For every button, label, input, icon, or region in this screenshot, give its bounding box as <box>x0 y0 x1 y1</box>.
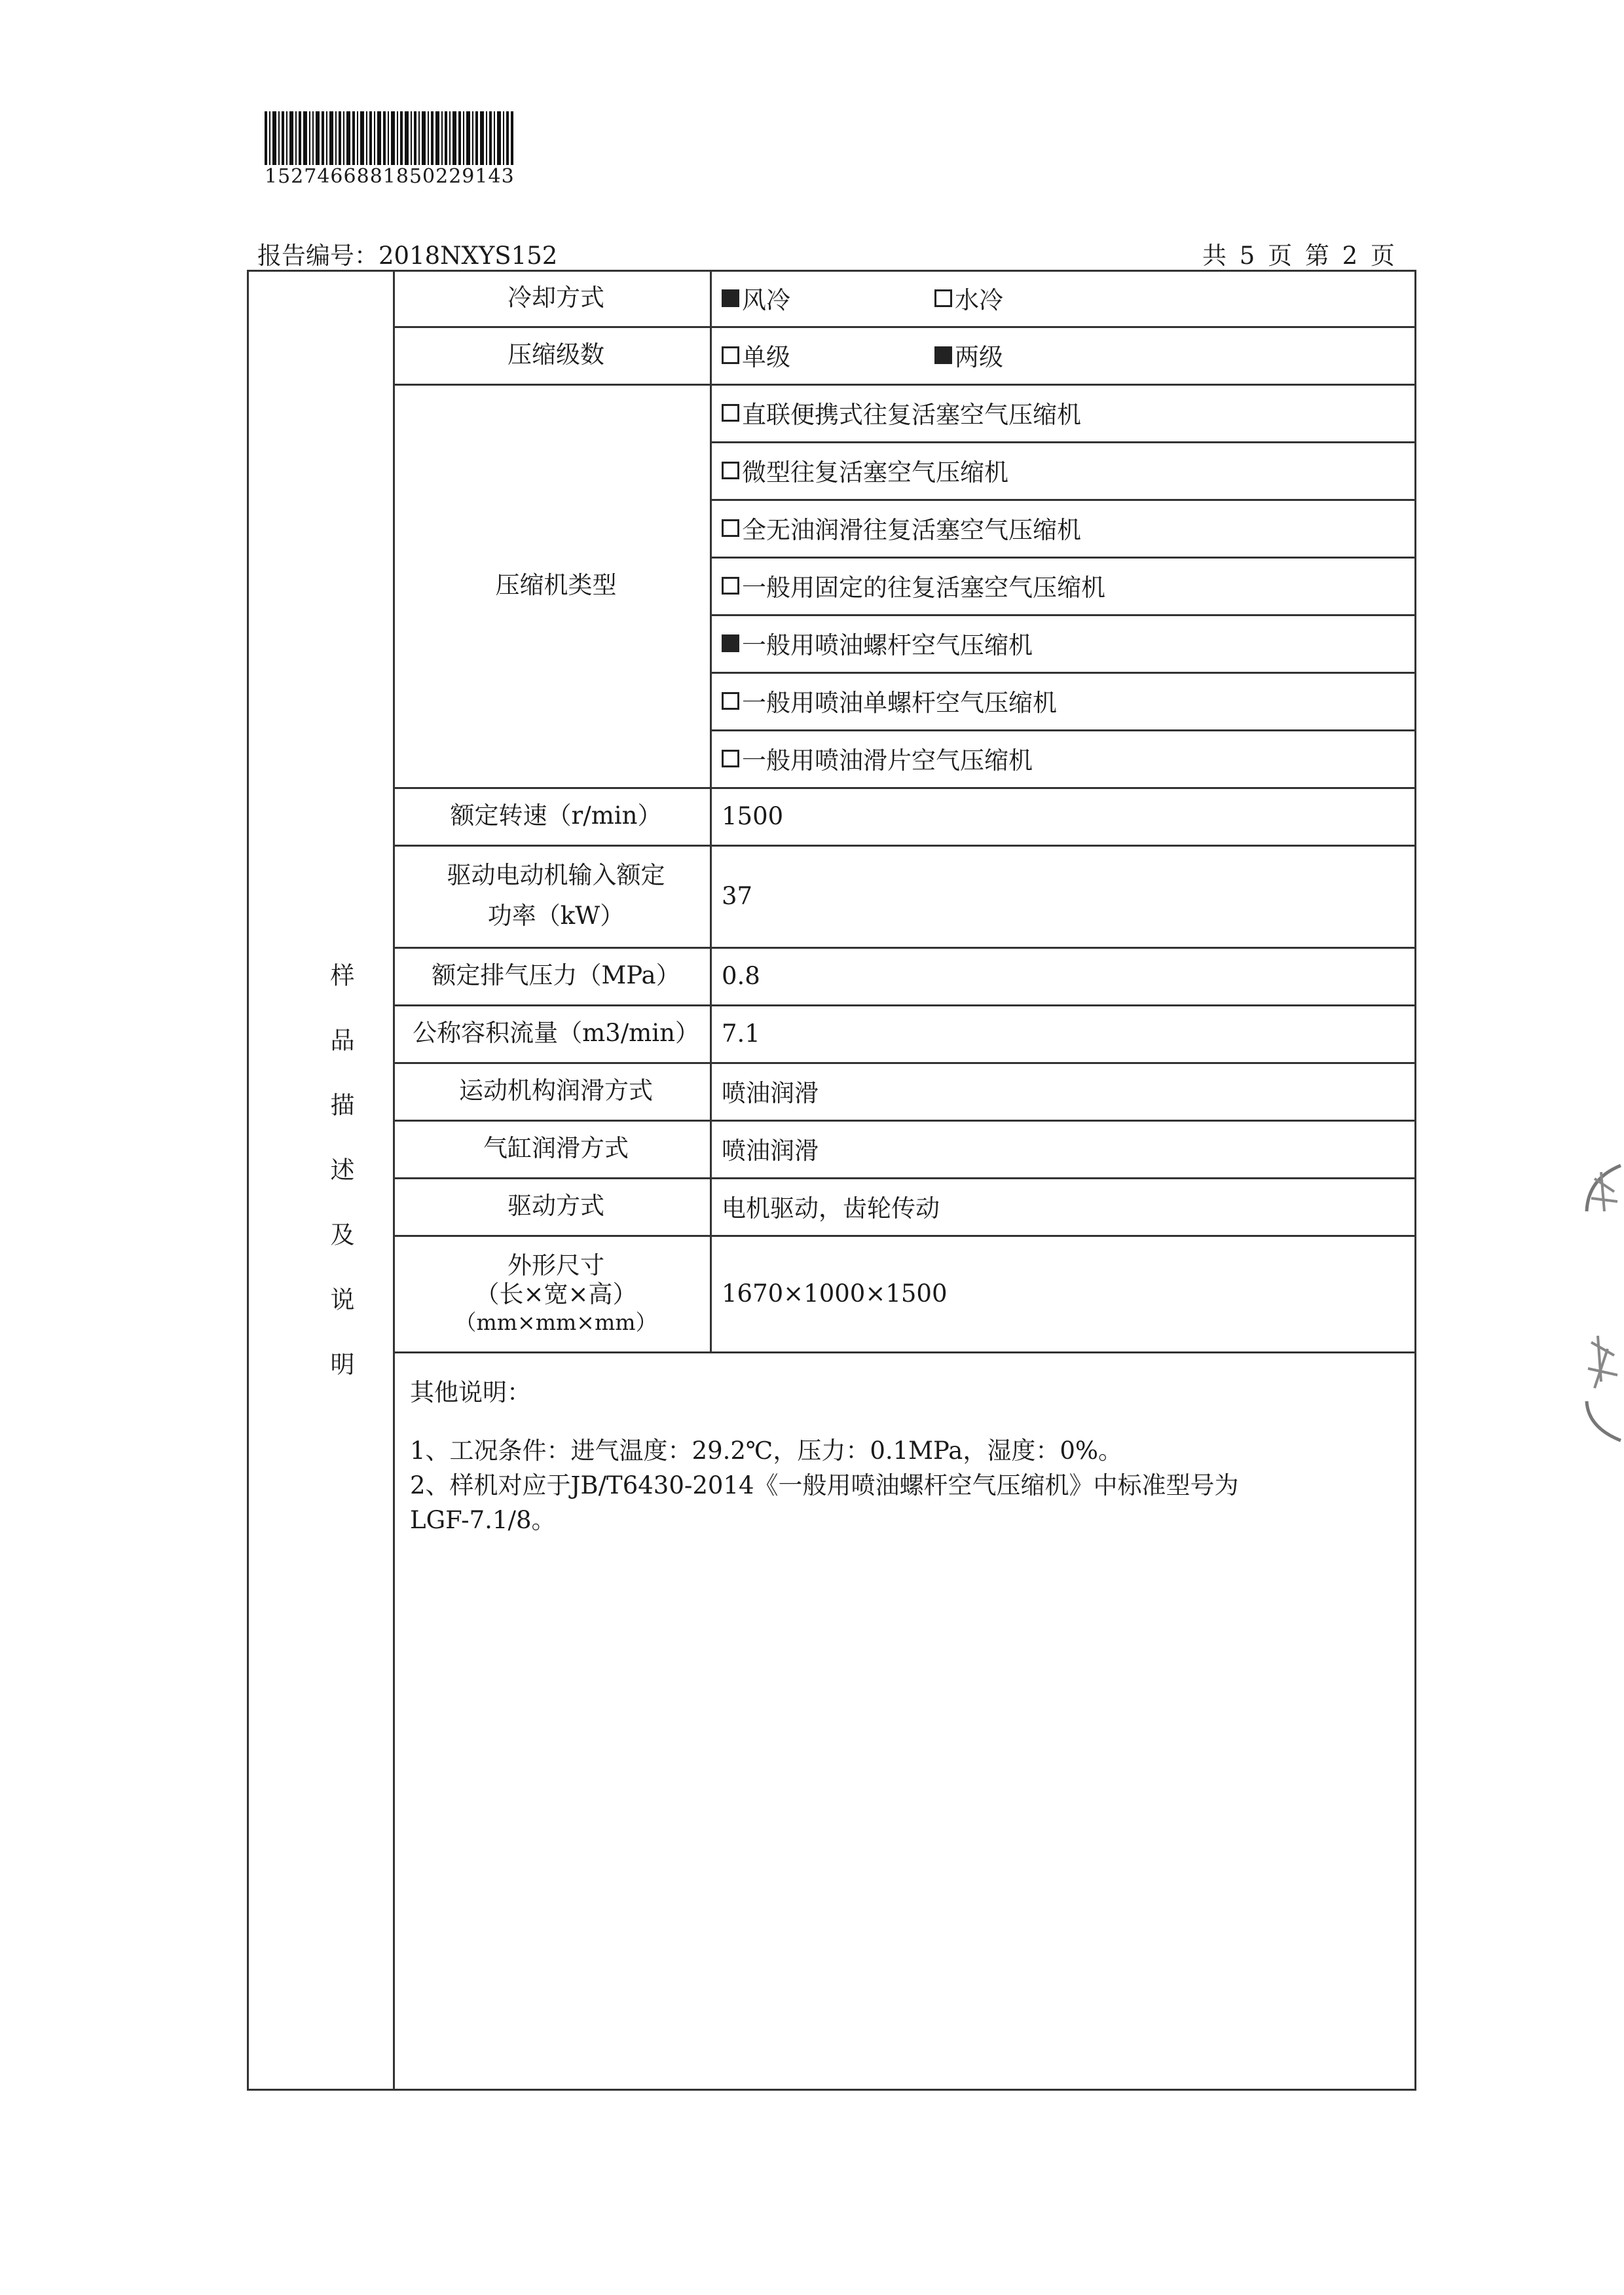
cylinder-lube-label: 气缸润滑方式 <box>483 1133 629 1162</box>
discharge-pressure-label: 额定排气压力（MPa） <box>432 961 680 989</box>
type-option <box>722 441 1008 499</box>
type-option <box>722 557 1105 614</box>
checkbox-checked-icon[interactable] <box>722 289 739 307</box>
cylinder-lube-value: 喷油润滑 <box>722 1137 819 1165</box>
barcode-number: 1527466881850229143 <box>265 165 515 188</box>
type-option-label: 一般用喷油滑片空气压缩机 <box>742 746 1033 775</box>
checkbox-checked-icon[interactable] <box>722 634 739 652</box>
rated-speed-label: 额定转速（r/min） <box>450 801 662 830</box>
dimensions-label <box>401 1235 711 1351</box>
row-divider <box>393 1351 1416 1353</box>
type-option <box>722 672 1057 729</box>
notes-heading: 其他说明： <box>410 1378 531 1406</box>
option-single-stage: 单级 <box>742 343 790 371</box>
checkbox-unchecked-icon[interactable] <box>722 404 739 422</box>
barcode <box>265 111 513 165</box>
type-option-label: 一般用固定的往复活塞空气压缩机 <box>742 574 1105 602</box>
motor-power-value: 37 <box>722 881 753 910</box>
option-air-cooled: 风冷 <box>742 286 790 314</box>
stages-options <box>722 326 1003 384</box>
checkbox-unchecked-icon[interactable] <box>722 577 739 595</box>
table-divider <box>393 270 395 2091</box>
motor-power-label-line: 功率（kW） <box>487 902 625 930</box>
rated-speed-value: 1500 <box>722 801 784 830</box>
volume-flow-value: 7.1 <box>722 1019 760 1048</box>
volume-flow-label: 公称容积流量（m3/min） <box>413 1018 699 1047</box>
page-count: 共 5 页 第 2 页 <box>1202 242 1395 270</box>
report-number: 报告编号：2018NXYS152 <box>257 242 558 270</box>
section-label-text: 样品描述及说明 <box>326 963 354 1416</box>
dimensions-label-line: （mm×mm×mm） <box>454 1309 657 1335</box>
option-two-stage: 两级 <box>955 343 1003 371</box>
motion-lube-value: 喷油润滑 <box>722 1079 819 1107</box>
note-line: 2、样机对应于JB/T6430-2014《一般用喷油螺杆空气压缩机》中标准型号为 <box>410 1471 1239 1499</box>
note-line: 1、工况条件：进气温度：29.2℃，压力：0.1MPa，湿度：0%。 <box>410 1437 1123 1465</box>
dimensions-value: 1670×1000×1500 <box>722 1279 948 1308</box>
motor-power-label <box>401 845 711 947</box>
type-option-label: 一般用喷油单螺杆空气压缩机 <box>742 689 1057 717</box>
note-line: LGF-7.1/8。 <box>410 1506 556 1534</box>
type-option-label: 直联便携式往复活塞空气压缩机 <box>742 401 1081 429</box>
checkbox-unchecked-icon[interactable] <box>934 289 952 307</box>
drive-value: 电机驱动，齿轮传动 <box>722 1194 940 1222</box>
motor-power-label-line: 驱动电动机输入额定 <box>447 860 665 889</box>
stages-label: 压缩级数 <box>507 340 604 369</box>
checkbox-checked-icon[interactable] <box>934 346 952 364</box>
checkbox-unchecked-icon[interactable] <box>722 519 739 537</box>
discharge-pressure-value: 0.8 <box>722 961 760 990</box>
cooling-label: 冷却方式 <box>507 283 604 312</box>
type-option-label: 微型往复活塞空气压缩机 <box>742 458 1008 487</box>
other-notes <box>410 1375 1392 1537</box>
seal-fragment-icon <box>1575 1152 1624 1447</box>
type-option <box>722 384 1081 441</box>
drive-label: 驱动方式 <box>507 1191 604 1220</box>
compressor-type-label: 压缩机类型 <box>495 570 617 599</box>
checkbox-unchecked-icon[interactable] <box>722 346 739 364</box>
dimensions-label-line: 外形尺寸 <box>507 1251 604 1279</box>
type-option-label: 一般用喷油螺杆空气压缩机 <box>742 631 1033 659</box>
type-option <box>722 614 1033 672</box>
checkbox-unchecked-icon[interactable] <box>722 462 739 479</box>
motion-lube-label: 运动机构润滑方式 <box>459 1076 653 1105</box>
cooling-options <box>722 270 1003 326</box>
type-option <box>722 499 1081 557</box>
checkbox-unchecked-icon[interactable] <box>722 750 739 767</box>
type-option-label: 全无油润滑往复活塞空气压缩机 <box>742 516 1081 544</box>
type-option <box>722 729 1033 787</box>
checkbox-unchecked-icon[interactable] <box>722 692 739 710</box>
option-water-cooled: 水冷 <box>955 286 1003 314</box>
dimensions-label-line: （长×宽×高） <box>475 1280 637 1309</box>
section-label <box>308 963 354 1416</box>
